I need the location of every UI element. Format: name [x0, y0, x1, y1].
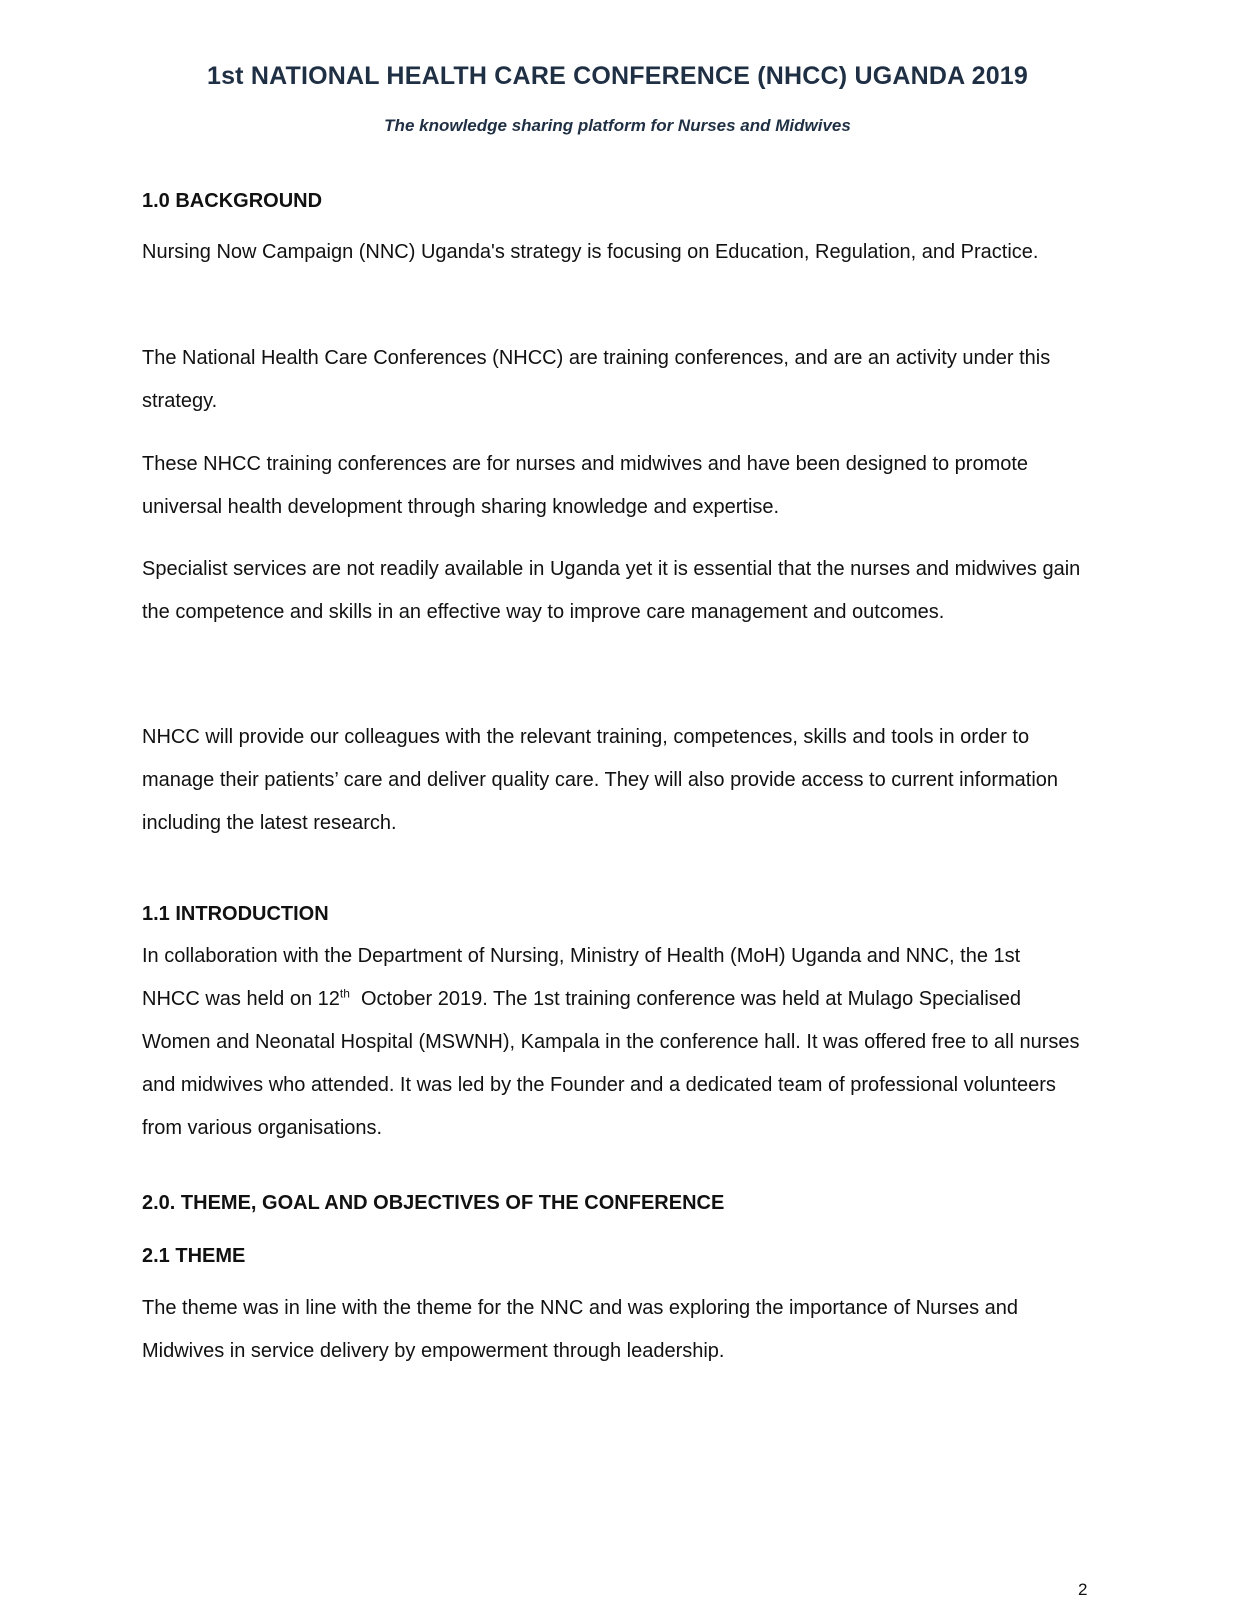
background-paragraph-3: These NHCC training conferences are for nurses and midwives and have been designed to promote universal health development through sharing knowledge and expertise. — [142, 453, 1029, 518]
theme-paragraph: The theme was in line with the theme for the NNC and was exploring the importance of Nurses and Midwives in service delivery by empowerment through leadership. — [142, 1297, 1018, 1362]
theme-heading: 2.1 THEME — [142, 1245, 246, 1267]
background-paragraph-4: Specialist services are not readily available in Uganda yet it is essential that the nurses and midwives gain the competence and skills in an effective way to improve care management and outcomes. — [142, 558, 1081, 623]
background-paragraph-1: Nursing Now Campaign (NNC) Uganda's strategy is focusing on Education, Regulation, and Practice. — [142, 241, 1039, 263]
background-paragraph-2: The National Health Care Conferences (NHCC) are training conferences, and are an activity under this strategy. — [142, 347, 1051, 412]
document-subtitle: The knowledge sharing platform for Nurses and Midwives — [384, 116, 851, 135]
document-title: 1st NATIONAL HEALTH CARE CONFERENCE (NHCC) UGANDA 2019 — [206, 62, 1029, 90]
background-heading: 1.0 BACKGROUND — [142, 190, 323, 212]
introduction-heading: 1.1 INTRODUCTION — [142, 903, 329, 925]
introduction-text-start: In collaboration with the Department of Nursing, Ministry of Health (MoH) Uganda and NNC, the 1st NHCC was held on 12 — [142, 945, 1021, 1010]
page-number: 2 — [1078, 1580, 1088, 1599]
background-paragraph-5: NHCC will provide our colleagues with the relevant training, competences, skills and tools in order to manage their patients’ care and deliver quality care. They will also provide access to current information including the latest research. — [142, 726, 1059, 834]
introduction-paragraph — [142, 935, 1086, 1150]
introduction-text-end: October 2019. The 1st training conference was held at Mulago Specialised Women and Neonatal Hospital (MSWNH), Kampala in the conference hall. It was offered free to all nurses and midwives who attended. It was led by the Founder and a dedicated team of professional volunteers from various organisations. — [142, 988, 1086, 1139]
theme-goal-objectives-heading: 2.0. THEME, GOAL AND OBJECTIVES OF THE CONFERENCE — [142, 1192, 725, 1214]
ordinal-suffix: th — [339, 986, 350, 1001]
